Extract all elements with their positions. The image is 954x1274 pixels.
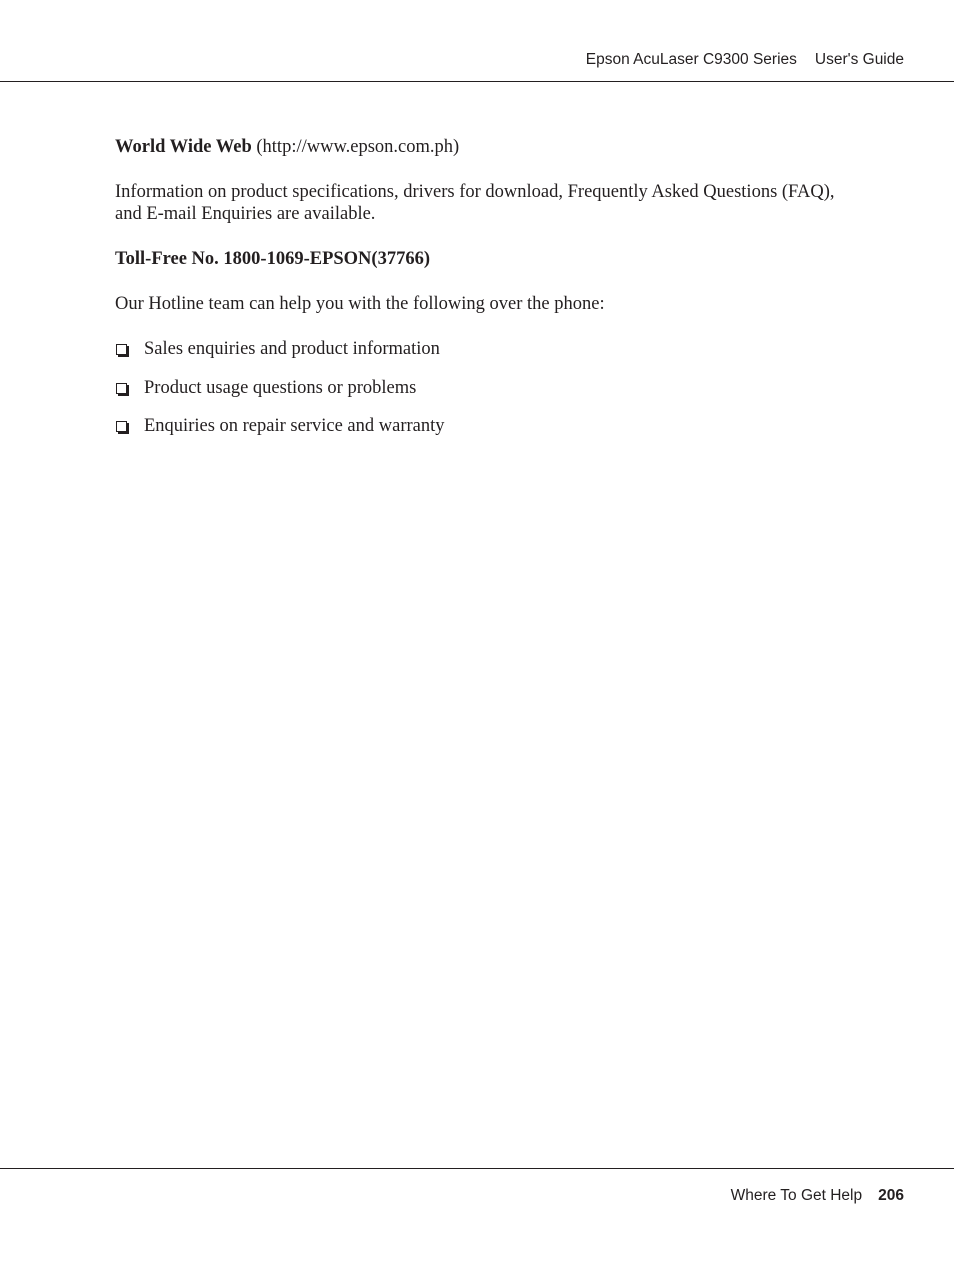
- page-number: 206: [878, 1187, 904, 1204]
- header-guide-name: User's Guide: [814, 51, 904, 68]
- tollfree-heading: Toll-Free No. 1800-1069-EPSON(37766): [115, 249, 430, 269]
- list-item: [115, 415, 885, 437]
- checkbox-bullet-icon: [116, 344, 127, 355]
- list-item: [115, 338, 885, 360]
- info-line-1: Information on product specifications, drivers for download, Frequently Asked Questions (FAQ),: [115, 182, 835, 202]
- info-line-2: and E-mail Enquiries are available.: [115, 204, 376, 224]
- list-item-text: Product usage questions or problems: [144, 377, 417, 398]
- hotline-list: [115, 338, 885, 437]
- header-title: [586, 51, 904, 69]
- www-paragraph: [115, 136, 885, 158]
- page-header: [0, 0, 954, 82]
- list-item-text: Sales enquiries and product information: [144, 339, 440, 359]
- checkbox-bullet-icon: [116, 383, 127, 394]
- page-footer-rule: [0, 1168, 954, 1169]
- page-body: [115, 136, 885, 454]
- checkbox-bullet-icon: [116, 421, 127, 432]
- page-footer: [731, 1187, 904, 1205]
- info-paragraph: [115, 181, 885, 225]
- hotline-paragraph: Our Hotline team can help you with the following over the phone:: [115, 294, 605, 314]
- footer-section-title: Where To Get Help: [730, 1187, 863, 1204]
- list-item: [115, 377, 885, 399]
- www-url: (http://www.epson.com.ph): [256, 137, 460, 157]
- www-label: World Wide Web: [115, 137, 252, 157]
- header-product-name: Epson AcuLaser C9300 Series: [585, 51, 797, 68]
- list-item-text: Enquiries on repair service and warranty: [144, 416, 445, 436]
